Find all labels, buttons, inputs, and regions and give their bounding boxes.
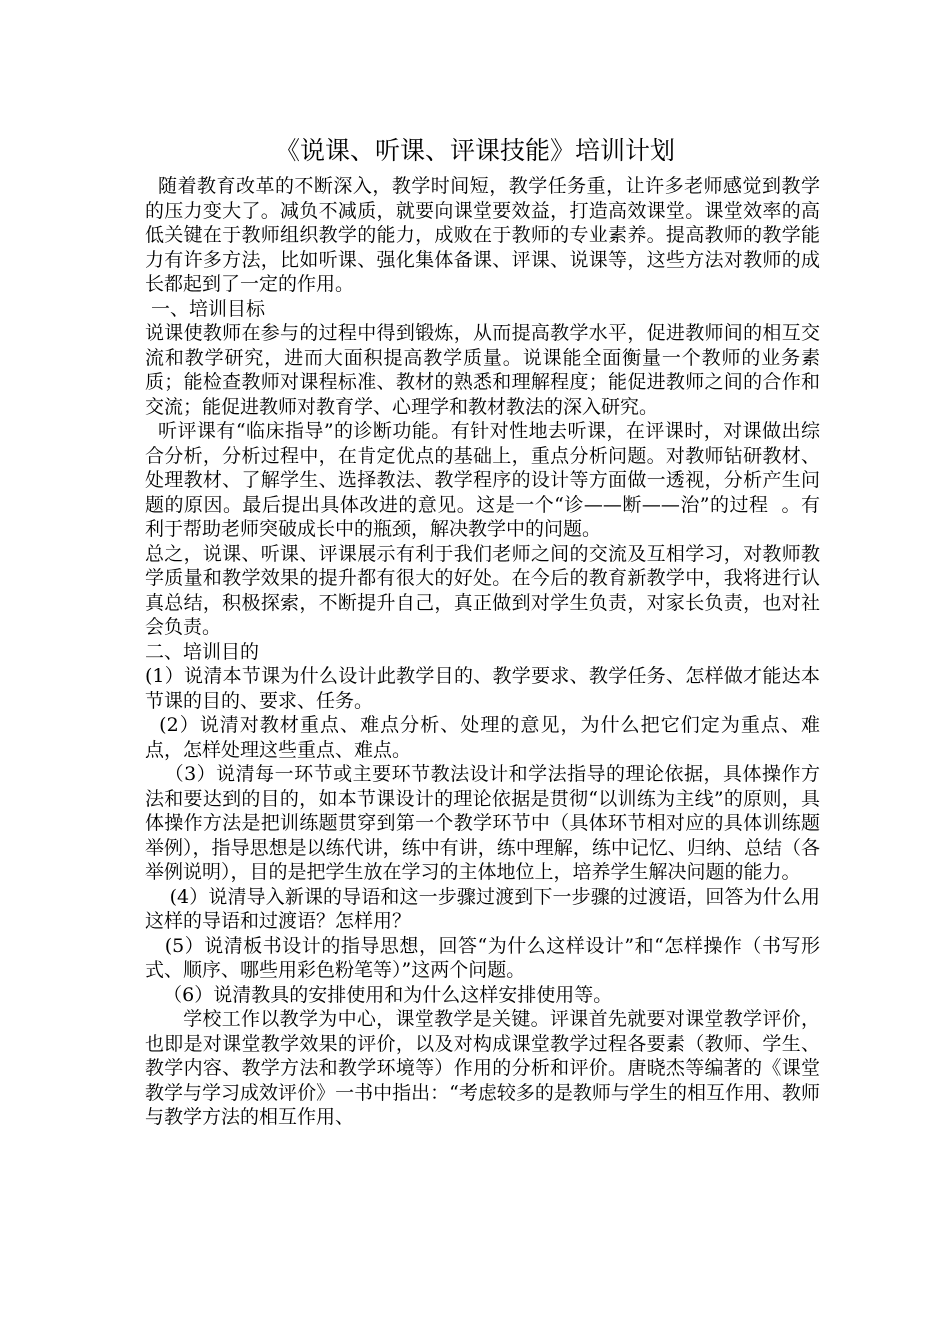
list-item-5: (5）说清板书设计的指导思想，回答“为什么这样设计”和“怎样操作（书写形式、顺序、哪些用彩色粉笔等）”这两个问题。 [145, 934, 820, 981]
list-item-3: （3）说清每一环节或主要环节教法设计和学法指导的理论依据，具体操作方法和要达到的目的，如本节课设计的理论依据是贯彻“以训练为主线”的原则，具体操作方法是把训练题贯穿到第一个教学环节中（具体环节相对应的具体训练题举例），指导思想是以练代讲，练中有讲，练中理解，练中记忆、归纳、总结（各举例说明），目的是把学生放在学习的主体地位上，培养学生解决问题的能力。 [145, 763, 820, 883]
document-title: 《说课、听课、评课技能》培训计划 [274, 136, 675, 165]
list-item-2: (2）说清对教材重点、难点分析、处理的意见，为什么把它们定为重点、难点，怎样处理这些重点、难点。 [145, 714, 820, 761]
document-body [145, 174, 820, 1130]
paragraph-evaluation: 学校工作以教学为中心，课堂教学是关键。评课首先就要对课堂教学评价，也即是对课堂教学效果的评价，以及对构成课堂教学过程各要素（教师、学生、教学内容、教学方法和教学环境等）作用的分析和评价。唐晓杰等编著的《课堂教学与学习成效评价》一书中指出：“考虑较多的是教师与学生的相互作用、教师与教学方法的相互作用、 [145, 1008, 820, 1128]
list-item-6: （6）说清教具的安排使用和为什么这样安排使用等。 [145, 983, 613, 1006]
paragraph-intro: 随着教育改革的不断深入，教学时间短，教学任务重，让许多老师感觉到教学的压力变大了。减负不减质，就要向课堂要效益，打造高效课堂。课堂效率的高低关键在于教师组织教学的能力，成败在于教师的专业素养。提高教师的教学能力有许多方法，比如听课、强化集体备课、评课、说课等，这些方法对教师的成长都起到了一定的作用。 [145, 175, 820, 295]
heading-training-purpose: 二、培训目的 [145, 640, 260, 663]
heading-training-goals: 一、培训目标 [145, 297, 266, 320]
list-item-4: (4）说清导入新课的导语和这一步骤过渡到下一步骤的过渡语，回答为什么用这样的导语和过渡语？怎样用？ [145, 885, 820, 932]
paragraph-observation-diagnosis: 听评课有“临床指导”的诊断功能。有针对性地去听课，在评课时，对课做出综合分析，分析过程中，在肯定优点的基础上，重点分析问题。对教师钻研教材、处理教材、了解学生、选择教法、教学程序的设计等方面做一透视，分析产生问题的原因。最后提出具体改进的意见。这是一个“诊——断——治”的过程 。有利于帮助老师突破成长中的瓶颈，解决教学中的问题。 [145, 420, 820, 540]
list-item-1: (1）说清本节课为什么设计此教学目的、教学要求、教学任务、怎样做才能达本节课的目的、要求、任务。 [145, 665, 820, 712]
paragraph-lecture-benefits: 说课使教师在参与的过程中得到锻炼，从而提高教学水平，促进教师间的相互交流和教学研究，进而大面积提高教学质量。说课能全面衡量一个教师的业务素质；能检查教师对课程标准、教材的熟悉和理解程度；能促进教师之间的合作和交流；能促进教师对教育学、心理学和教材教法的深入研究。 [145, 322, 820, 418]
paragraph-summary: 总之，说课、听课、评课展示有利于我们老师之间的交流及互相学习，对教师教学质量和教学效果的提升都有很大的好处。在今后的教育新教学中，我将进行认真总结，积极探索，不断提升自己，真正做到对学生负责，对家长负责，也对社会负责。 [145, 542, 820, 638]
